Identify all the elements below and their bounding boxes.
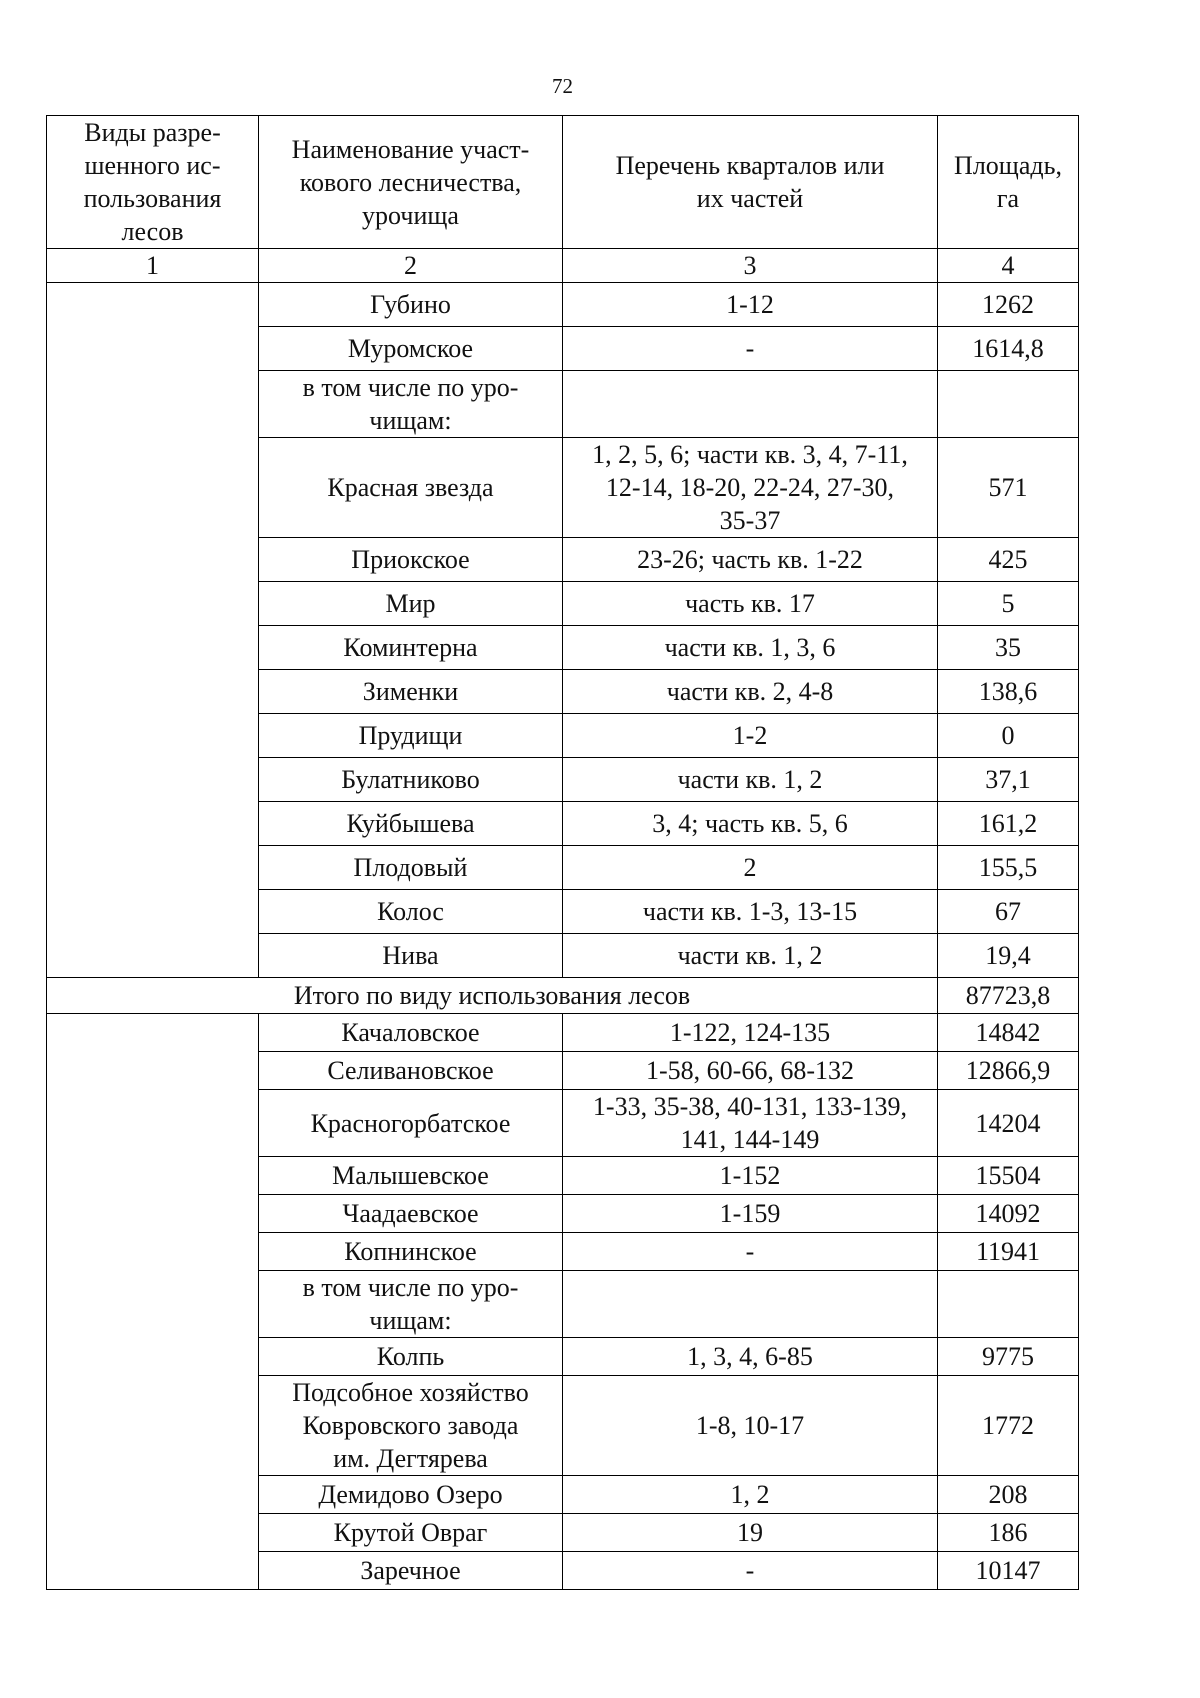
forestry-name: Плодовый — [259, 846, 563, 890]
area-value: 12866,9 — [938, 1052, 1079, 1090]
area-value: 425 — [938, 538, 1079, 582]
quarters: 1, 2, 5, 6; части кв. 3, 4, 7-11, 12-14, 18-20, 22-24, 27-30, 35-37 — [563, 438, 938, 538]
area-value: 155,5 — [938, 846, 1079, 890]
forestry-name: Нива — [259, 934, 563, 978]
quarters: 1-2 — [563, 714, 938, 758]
forestry-name: Селивановское — [259, 1052, 563, 1090]
quarters — [563, 371, 938, 438]
quarters — [563, 1271, 938, 1338]
quarters: - — [563, 1233, 938, 1271]
table-header-row — [47, 116, 1079, 249]
forestry-name: Прудищи — [259, 714, 563, 758]
table-row — [47, 283, 1079, 327]
column-number: 3 — [563, 249, 938, 283]
forestry-name: Муромское — [259, 327, 563, 371]
forestry-name: Демидово Озеро — [259, 1476, 563, 1514]
forestry-name: Мир — [259, 582, 563, 626]
area-value: 37,1 — [938, 758, 1079, 802]
area-value: 67 — [938, 890, 1079, 934]
quarters: 1, 3, 4, 6-85 — [563, 1338, 938, 1376]
area-value: 1262 — [938, 283, 1079, 327]
column-number: 1 — [47, 249, 259, 283]
total-row — [47, 978, 1079, 1014]
area-value: 1772 — [938, 1376, 1079, 1476]
forestry-name: Красногорбатское — [259, 1090, 563, 1157]
page-number: 72 — [552, 74, 573, 98]
area-value: 138,6 — [938, 670, 1079, 714]
quarters: части кв. 1-3, 13-15 — [563, 890, 938, 934]
quarters: 1-33, 35-38, 40-131, 133-139, 141, 144-149 — [563, 1090, 938, 1157]
area-value: 15504 — [938, 1157, 1079, 1195]
column-number-row — [47, 249, 1079, 283]
forestry-name: Булатниково — [259, 758, 563, 802]
forestry-name: Зименки — [259, 670, 563, 714]
forestry-name: Малышевское — [259, 1157, 563, 1195]
quarters: 1-122, 124-135 — [563, 1014, 938, 1052]
forestry-name: Коминтерна — [259, 626, 563, 670]
column-number: 2 — [259, 249, 563, 283]
header-quarters-list: Перечень кварталов или их частей — [563, 116, 938, 249]
area-value: 14842 — [938, 1014, 1079, 1052]
area-value: 186 — [938, 1514, 1079, 1552]
forestry-name: Приокское — [259, 538, 563, 582]
area-value: 208 — [938, 1476, 1079, 1514]
quarters: 1-152 — [563, 1157, 938, 1195]
quarters: части кв. 1, 3, 6 — [563, 626, 938, 670]
quarters: 1, 2 — [563, 1476, 938, 1514]
total-label: Итого по виду использования лесов — [47, 978, 938, 1014]
area-value: 1614,8 — [938, 327, 1079, 371]
table-row — [47, 1014, 1079, 1052]
forestry-name: Куйбышева — [259, 802, 563, 846]
quarters: часть кв. 17 — [563, 582, 938, 626]
area-value: 161,2 — [938, 802, 1079, 846]
forestry-name: Чаадаевское — [259, 1195, 563, 1233]
quarters: 1-58, 60-66, 68-132 — [563, 1052, 938, 1090]
quarters: части кв. 1, 2 — [563, 934, 938, 978]
area-value: 571 — [938, 438, 1079, 538]
forestry-name: Копнинское — [259, 1233, 563, 1271]
forest-use-table — [46, 115, 1079, 1590]
quarters: 1-159 — [563, 1195, 938, 1233]
forestry-name: Красная звезда — [259, 438, 563, 538]
forestry-name: в том числе по уро- чищам: — [259, 371, 563, 438]
forestry-name: Подсобное хозяйство Ковровского завода им. Дегтярева — [259, 1376, 563, 1476]
forestry-name: Качаловское — [259, 1014, 563, 1052]
quarters: части кв. 2, 4-8 — [563, 670, 938, 714]
forestry-name: Заречное — [259, 1552, 563, 1590]
area-value: 14204 — [938, 1090, 1079, 1157]
area-value: 19,4 — [938, 934, 1079, 978]
forestry-name: в том числе по уро- чищам: — [259, 1271, 563, 1338]
total-value: 87723,8 — [938, 978, 1079, 1014]
area-value: 35 — [938, 626, 1079, 670]
use-type-cell-empty — [47, 283, 259, 978]
header-area: Площадь, га — [938, 116, 1079, 249]
quarters: 2 — [563, 846, 938, 890]
header-use-type: Виды разре- шенного ис- пользования лесов — [47, 116, 259, 249]
area-value: 10147 — [938, 1552, 1079, 1590]
quarters: 1-8, 10-17 — [563, 1376, 938, 1476]
quarters: 19 — [563, 1514, 938, 1552]
area-value: 0 — [938, 714, 1079, 758]
forestry-name: Колос — [259, 890, 563, 934]
area-value: 11941 — [938, 1233, 1079, 1271]
area-value: 5 — [938, 582, 1079, 626]
area-value: 9775 — [938, 1338, 1079, 1376]
quarters: - — [563, 327, 938, 371]
quarters: 1-12 — [563, 283, 938, 327]
column-number: 4 — [938, 249, 1079, 283]
area-value — [938, 1271, 1079, 1338]
forestry-name: Колпь — [259, 1338, 563, 1376]
quarters: - — [563, 1552, 938, 1590]
quarters: 3, 4; часть кв. 5, 6 — [563, 802, 938, 846]
quarters: 23-26; часть кв. 1-22 — [563, 538, 938, 582]
forestry-name: Крутой Овраг — [259, 1514, 563, 1552]
use-type-cell-empty — [47, 1014, 259, 1590]
header-forestry-name: Наименование участ- кового лесничества, урочища — [259, 116, 563, 249]
forestry-name: Губино — [259, 283, 563, 327]
area-value: 14092 — [938, 1195, 1079, 1233]
area-value — [938, 371, 1079, 438]
quarters: части кв. 1, 2 — [563, 758, 938, 802]
